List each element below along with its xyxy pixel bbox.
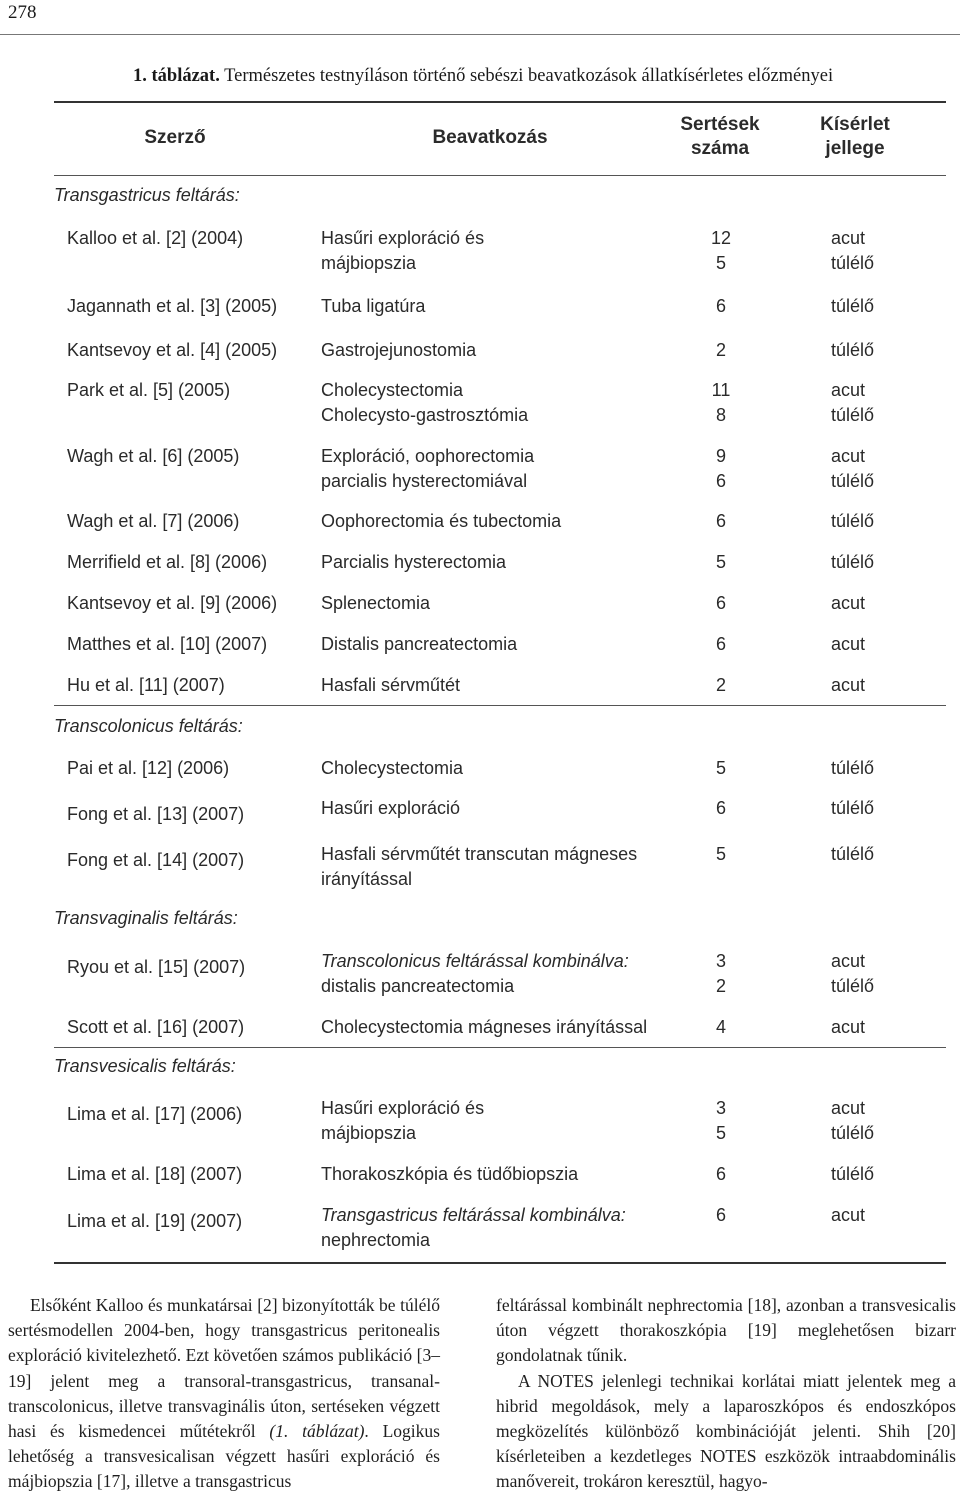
type-cell: túlélő <box>831 340 875 360</box>
header-count <box>660 113 780 161</box>
type-cell: túlélő <box>831 758 875 778</box>
type-cell: túlélő <box>831 1164 875 1184</box>
count-cell: 5 <box>715 844 726 864</box>
header-procedure: Beavatkozás <box>432 127 548 148</box>
section-title: Transvesicalis feltárás: <box>54 1056 236 1076</box>
author-cell: Pai et al. [12] (2006) <box>67 758 230 778</box>
procedure-cell: Hasűri exploráció és májbiopszia <box>321 228 485 273</box>
author-cell: Merrifield et al. [8] (2006) <box>67 552 268 572</box>
section-title: Transvaginalis feltárás: <box>54 908 238 928</box>
count-cell: 6 <box>715 296 726 316</box>
author-cell: Fong et al. [14] (2007) <box>67 850 245 870</box>
caption-lead: 1. táblázat. <box>133 66 220 86</box>
section-rule <box>54 705 946 706</box>
section-rule <box>54 1047 946 1048</box>
header-count-line2: száma <box>690 138 750 159</box>
author-cell: Matthes et al. [10] (2007) <box>67 634 268 654</box>
paragraph: A NOTES jelenlegi technikai korlátai miatt jelentek meg a hibrid megoldások, mely a laparoszkópos és endoszkópos megközelítés különböző kombinációját jelenti. Shih [20] kísérleteiben a kezdetleges NOTES eszközök intraabdominális manővereit, trokáron keresztül, hagyo- <box>496 1370 956 1492</box>
author-cell: Kantsevoy et al. [9] (2006) <box>67 593 278 613</box>
author-cell: Scott et al. [16] (2007) <box>67 1017 245 1037</box>
procedure-cell: Distalis pancreatectomia <box>321 634 518 654</box>
count-cell: 6 <box>715 511 726 531</box>
procedure-cell: Thorakoszkópia és tüdőbiopszia <box>321 1164 579 1184</box>
header-type-line2: jellege <box>825 138 885 159</box>
procedure-cell: Splenectomia <box>321 593 431 613</box>
paragraph: Elsőként Kalloo és munkatársai [2] bizonyították be túlélő sertésmodellen 2004-ben, hogy transgastricus peritonealis exploráció kivitelezhető. Ezt követően számos publikáció [3–19] jelent meg a transoral-transgastricus, transanal-transcolonicus, illetve transvaginális úton, sertéseken végzett hasi és kismedencei műtétekről (1. táblázat). Logikus lehetőség a transvesicalisan végzett hasűri exploráció és májbiopszia [17], illetve a transgastricus <box>8 1295 440 1492</box>
procedure-cell: Exploráció, oophorectomia parcialis hysterectomiával <box>321 446 535 491</box>
type-cell: acut túlélő <box>831 380 875 425</box>
header-count-line1: Sertések <box>680 114 760 135</box>
author-cell: Fong et al. [13] (2007) <box>67 804 245 824</box>
caption-text: Természetes testnyíláson történő sebészi beavatkozások állatkísérletes előzményei <box>219 66 834 86</box>
count-cell: 11 8 <box>711 380 731 425</box>
count-cell: 6 <box>715 1164 726 1184</box>
count-cell: 3 5 <box>715 1098 726 1143</box>
type-cell: acut túlélő <box>831 951 875 996</box>
body-column-right <box>496 1293 956 1495</box>
type-cell: acut <box>831 1205 866 1225</box>
body-column-left <box>8 1293 440 1495</box>
type-cell: túlélő <box>831 511 875 531</box>
procedure-cell: Parcialis hysterectomia <box>321 552 507 572</box>
table-bottom-rule <box>54 1262 946 1264</box>
table-header-rule <box>54 175 946 176</box>
type-cell: acut <box>831 675 866 695</box>
procedure-cell: Hasfali sérvműtét transcutan mágneses irányítással <box>321 844 638 889</box>
procedure-cell: Transgastricus feltárással kombinálva: nephrectomia <box>321 1205 626 1250</box>
author-cell: Kalloo et al. [2] (2004) <box>67 228 244 248</box>
author-cell: Lima et al. [18] (2007) <box>67 1164 243 1184</box>
type-cell: acut túlélő <box>831 1098 875 1143</box>
type-cell: túlélő <box>831 844 875 864</box>
procedure-cell: Cholecystectomia mágneses irányítással <box>321 1017 648 1037</box>
count-cell: 2 <box>715 340 726 360</box>
author-cell: Jagannath et al. [3] (2005) <box>67 296 278 316</box>
type-cell: túlélő <box>831 552 875 572</box>
count-cell: 6 <box>715 798 726 818</box>
header-type <box>795 113 915 161</box>
paragraph: feltárással kombinált nephrectomia [18], azonban a transvesicalis úton végzett thorakoszkópia [19] meglehetősen bizarr gondolatnak tűnik. <box>496 1295 956 1366</box>
header-type-line1: Kísérlet <box>820 114 890 135</box>
procedure-cell: Cholecystectomia <box>321 758 464 778</box>
author-cell: Park et al. [5] (2005) <box>67 380 231 400</box>
author-cell: Hu et al. [11] (2007) <box>67 675 225 695</box>
count-cell: 4 <box>715 1017 726 1037</box>
procedure-cell: Hasfali sérvműtét <box>321 675 461 695</box>
procedure-cell: Cholecystectomia Cholecysto-gastrosztómia <box>321 380 529 425</box>
count-cell: 9 6 <box>715 446 726 491</box>
procedure-cell: Gastrojejunostomia <box>321 340 477 360</box>
section-title: Transgastricus feltárás: <box>54 185 240 205</box>
section-title: Transcolonicus feltárás: <box>54 716 243 736</box>
count-cell: 6 <box>715 1205 726 1225</box>
author-cell: Lima et al. [19] (2007) <box>67 1211 243 1231</box>
count-cell: 5 <box>715 758 726 778</box>
author-cell: Wagh et al. [6] (2005) <box>67 446 240 466</box>
author-cell: Kantsevoy et al. [4] (2005) <box>67 340 278 360</box>
type-cell: acut <box>831 634 866 654</box>
count-cell: 5 <box>715 552 726 572</box>
procedure-cell: Transcolonicus feltárással kombinálva: distalis pancreatectomia <box>321 951 629 996</box>
count-cell: 12 5 <box>710 228 732 273</box>
type-cell: acut <box>831 593 866 613</box>
procedure-cell: Hasűri exploráció <box>321 798 461 818</box>
table-caption <box>133 66 833 87</box>
header-rule <box>0 34 960 35</box>
procedure-cell: Oophorectomia és tubectomia <box>321 511 562 531</box>
type-cell: acut túlélő <box>831 446 875 491</box>
count-cell: 2 <box>715 675 726 695</box>
type-cell: acut túlélő <box>831 228 875 273</box>
type-cell: túlélő <box>831 798 875 818</box>
count-cell: 6 <box>715 593 726 613</box>
procedure-cell: Tuba ligatúra <box>321 296 426 316</box>
procedure-cell: Hasűri exploráció és májbiopszia <box>321 1098 485 1143</box>
type-cell: túlélő <box>831 296 875 316</box>
author-cell: Wagh et al. [7] (2006) <box>67 511 240 531</box>
count-cell: 6 <box>715 634 726 654</box>
header-author: Szerző <box>144 127 206 148</box>
page-number: 278 <box>8 2 37 23</box>
author-cell: Ryou et al. [15] (2007) <box>67 957 246 977</box>
table-top-rule <box>54 101 946 103</box>
author-cell: Lima et al. [17] (2006) <box>67 1104 243 1124</box>
count-cell: 3 2 <box>715 951 726 996</box>
type-cell: acut <box>831 1017 866 1037</box>
